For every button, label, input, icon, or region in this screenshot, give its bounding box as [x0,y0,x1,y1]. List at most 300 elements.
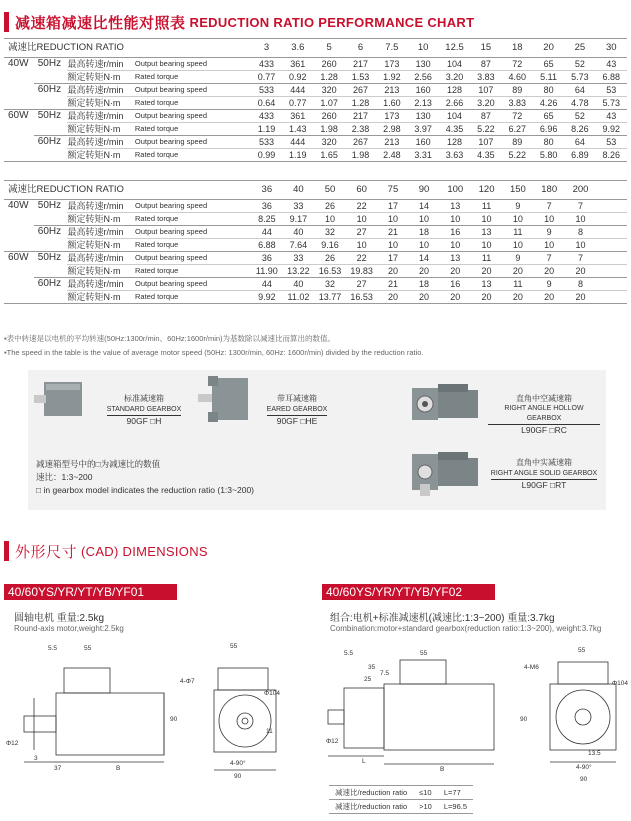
torque-value: 10 [565,213,596,226]
speed-value: 9 [534,278,565,291]
eared-gearbox-caption [256,394,338,426]
torque-value: 3.31 [408,149,439,162]
speed-value: 128 [439,84,470,97]
row-label-cn: 最高转速r/min [67,136,134,149]
row-label-cn: 最高转速r/min [67,226,135,239]
speed-value: 260 [313,58,344,71]
ratio-length: L=96.5 [438,800,473,814]
torque-value: 13.22 [283,265,315,278]
torque-value: 3.63 [439,149,470,162]
note-en: ▪The speed in the table is the value of average motor speed (50Hz: 1300r/min, 60Hz: 1600r/min) divided by the reduction ratio. [4,348,424,357]
row-label-cn: 最高转速r/min [67,278,135,291]
speed-value: 160 [408,136,439,149]
torque-value: 6.89 [564,149,595,162]
power-cell [4,71,34,84]
torque-value: 3.97 [408,123,439,136]
speed-value: 64 [564,84,595,97]
speed-value: 533 [251,84,282,97]
ratio-value: 40 [283,181,315,200]
dim-label: 3 [34,755,38,762]
frequency-cell [34,71,68,84]
dim-left-subtitle: Round-axis motor,weight:2.5kg [14,624,124,633]
speed-value: 27 [346,278,378,291]
torque-value: 5.22 [502,149,533,162]
row-label-en: Output bearing speed [135,252,251,265]
power-cell [4,226,34,239]
torque-value: 4.78 [564,97,595,110]
speed-value: 267 [345,84,376,97]
gearbox-code: L90GF □RT [521,480,567,490]
dim-label: 90 [580,776,588,783]
torque-value: 2.66 [439,97,470,110]
ratio-cond: ≤10 [413,786,438,800]
speed-value [596,200,627,213]
torque-value: 0.99 [251,149,282,162]
power-cell [4,291,34,304]
torque-row [4,149,627,162]
power-cell [4,213,34,226]
row-label-en: Output bearing speed [135,110,251,123]
torque-value: 1.98 [345,149,376,162]
speed-value: 44 [251,226,283,239]
torque-value: 20 [440,265,471,278]
model-tag-right: 40/60YS/YR/YT/YB/YF02 [322,584,495,600]
dim-label: 55 [578,647,586,654]
speed-value: 14 [409,252,440,265]
ratio-length-table [329,785,473,814]
dim-label: 37 [54,765,62,772]
torque-value: 9.16 [314,239,346,252]
row-label-cn: 最高转速r/min [67,252,135,265]
row-label-en: Rated torque [135,123,251,136]
speed-value: 27 [346,226,378,239]
ratio-value: 15 [470,39,501,58]
speed-value: 40 [283,278,315,291]
torque-value: 3.20 [439,71,470,84]
ratio-row [329,800,473,814]
speed-value: 72 [502,110,533,123]
speed-value: 89 [502,84,533,97]
speed-value: 533 [251,136,282,149]
torque-value: 5.11 [533,71,564,84]
speed-value: 22 [346,252,378,265]
right-angle-hollow-gearbox-caption [488,394,600,435]
speed-row [4,226,627,239]
speed-row [4,58,627,71]
torque-value: 4.35 [470,149,501,162]
torque-value: 5.73 [564,71,595,84]
frequency-cell [34,213,68,226]
power-cell [4,84,34,97]
speed-value: 217 [345,58,376,71]
gearbox-en: EARED GEARBOX [267,405,328,416]
ratio-cond: >10 [413,800,438,814]
ratio-value: 20 [533,39,564,58]
speed-value: 13 [440,252,471,265]
ratio-value: 180 [534,181,565,200]
torque-value: 20 [471,291,502,304]
torque-value: 20 [471,265,502,278]
dim-label: 90 [234,773,242,780]
torque-value: 10 [534,213,565,226]
speed-value: 320 [313,84,344,97]
torque-value: 1.28 [345,97,376,110]
speed-value: 14 [409,200,440,213]
speed-value: 26 [314,252,346,265]
speed-value: 130 [408,58,439,71]
row-label-cn: 最高转速r/min [67,110,134,123]
speed-value: 36 [251,252,283,265]
power-cell: 60W [8,252,29,264]
torque-value: 20 [502,265,533,278]
torque-value: 1.98 [313,123,344,136]
ratio-value: 5 [313,39,344,58]
power-cell [4,265,34,278]
power-cell [4,97,34,110]
dim-label: L [362,758,366,765]
torque-value: 20 [377,265,408,278]
torque-value: 9.17 [283,213,315,226]
frequency-cell [34,97,68,110]
torque-value: 10 [565,239,596,252]
torque-row [4,97,627,110]
speed-value: 128 [439,136,470,149]
dim-label: 13.5 [588,750,601,757]
ratio-label: 减速比/reduction ratio [329,800,413,814]
speed-value: 11 [471,200,502,213]
torque-row [4,239,627,252]
speed-value: 173 [376,110,407,123]
speed-value: 80 [533,84,564,97]
standard-gearbox-caption [98,394,190,426]
speed-row [4,200,627,213]
section-header-dimensions [4,540,208,562]
speed-value: 260 [313,110,344,123]
gearbox-code: 90GF □H [126,416,162,426]
torque-value: 10 [471,213,502,226]
speed-value: 104 [439,58,470,71]
torque-value: 10 [409,213,440,226]
torque-row [4,123,627,136]
speed-value: 8 [565,278,596,291]
speed-value: 9 [502,252,533,265]
dim-label: B [116,765,121,772]
torque-value: 3.20 [470,97,501,110]
frequency-cell: 50Hz [37,200,62,212]
torque-value: 0.77 [251,71,282,84]
speed-value: 80 [533,136,564,149]
speed-value: 9 [534,226,565,239]
speed-value [596,252,627,265]
row-label-cn: 最高转速r/min [67,58,134,71]
row-label-en: Output bearing speed [135,136,251,149]
torque-value: 10 [346,213,378,226]
torque-value: 10 [440,239,471,252]
speed-value: 17 [377,200,408,213]
speed-value: 32 [314,226,346,239]
model-tag-left: 40/60YS/YR/YT/YB/YF01 [4,584,177,600]
torque-value: 2.38 [345,123,376,136]
speed-value: 107 [470,84,501,97]
ratio-value: 90 [409,181,440,200]
torque-value: 7.64 [283,239,315,252]
torque-row [4,213,627,226]
dim-label: Φ12 [6,740,19,747]
dim-label: 5.5 [344,650,354,657]
row-label-cn: 额定转矩N·m [67,123,134,136]
speed-value: 18 [409,226,440,239]
speed-value: 130 [408,110,439,123]
speed-value: 9 [502,200,533,213]
torque-value: 16.53 [346,291,378,304]
speed-value [596,226,627,239]
dim-label: 4-90° [576,764,592,771]
ratio-value: 36 [251,181,283,200]
speed-value: 52 [564,110,595,123]
ratio-header-row [4,181,627,200]
row-label-en: Output bearing speed [135,278,251,291]
speed-value: 11 [502,278,533,291]
row-label-en: Output bearing speed [135,226,251,239]
speed-value: 21 [377,226,408,239]
speed-value: 52 [564,58,595,71]
row-label-en: Rated torque [135,71,251,84]
torque-value: 20 [377,291,408,304]
ratio-value: 18 [502,39,533,58]
row-label-cn: 最高转速r/min [67,84,134,97]
speed-value: 7 [565,200,596,213]
speed-value: 53 [596,84,627,97]
speed-value: 11 [471,252,502,265]
dim-label: Φ104 [612,680,629,687]
row-label-cn: 额定转矩N·m [67,213,135,226]
torque-value: 1.19 [282,149,313,162]
speed-value: 22 [346,200,378,213]
frequency-cell [34,239,68,252]
torque-value: 10 [534,239,565,252]
speed-value: 433 [251,110,282,123]
torque-value: 20 [409,291,440,304]
speed-value: 107 [470,136,501,149]
dim-label: 90 [520,716,528,723]
torque-value [596,239,627,252]
frequency-cell [34,291,68,304]
right-angle-solid-gearbox-caption [488,458,600,490]
dim-label: 4-M6 [524,664,539,671]
ratio-value: 60 [346,181,378,200]
speed-value: 13 [471,226,502,239]
speed-value: 43 [596,58,627,71]
dimensions-title-en: (CAD) DIMENSIONS [81,543,208,559]
torque-value: 20 [534,291,565,304]
power-cell [4,149,34,162]
speed-value: 361 [282,58,313,71]
gearbox-en: RIGHT ANGLE SOLID GEARBOX [491,469,597,480]
model-note-line: 减速箱型号中的□为减速比的数值 [36,459,161,469]
ratio-value [596,181,627,200]
row-label-en: Rated torque [135,213,251,226]
speed-value: 21 [377,278,408,291]
speed-value: 16 [440,226,471,239]
dim-right-subtitle: Combination:motor+standard gearbox(reduction ratio:1:3~200), weight:3.7kg [330,624,602,633]
dim-label: Φ104 [264,690,281,697]
torque-value: 6.27 [502,123,533,136]
row-label-cn: 额定转矩N·m [67,97,134,110]
power-cell [4,136,34,149]
dim-label: 55 [84,645,92,652]
gearbox-code: L90GF □RC [521,425,567,435]
frequency-cell: 60Hz [37,136,62,148]
ratio-value: 6 [345,39,376,58]
row-label-cn: 额定转矩N·m [67,291,135,304]
ratio-value: 120 [471,181,502,200]
torque-value: 0.92 [282,71,313,84]
speed-value: 213 [376,136,407,149]
row-label-en: Rated torque [135,149,251,162]
row-label-cn: 额定转矩N·m [67,265,135,278]
torque-row [4,71,627,84]
ratio-header-label: 减速比REDUCTION RATIO [4,39,251,58]
speed-value: 160 [408,84,439,97]
frequency-cell [34,265,68,278]
torque-value: 1.43 [282,123,313,136]
standard-gearbox-image [34,378,86,420]
torque-value: 20 [565,265,596,278]
right-angle-hollow-gearbox-image [408,374,480,430]
frequency-cell: 50Hz [37,252,62,264]
speed-value: 361 [282,110,313,123]
ratio-length: L=77 [438,786,473,800]
torque-value: 1.53 [345,71,376,84]
ratio-value: 100 [440,181,471,200]
torque-value: 8.26 [596,149,627,162]
ratio-value: 10 [408,39,439,58]
ratio-value: 50 [314,181,346,200]
speed-value: 87 [470,58,501,71]
speed-value: 7 [534,200,565,213]
model-note [36,458,254,497]
ratio-header-label: 减速比REDUCTION RATIO [4,181,251,200]
dim-label: 4-Φ7 [180,678,195,685]
torque-value: 10 [502,213,533,226]
ratio-value: 3.6 [282,39,313,58]
torque-value: 5.80 [533,149,564,162]
ratio-value: 25 [564,39,595,58]
torque-value: 2.48 [376,149,407,162]
speed-value: 72 [502,58,533,71]
dim-label: B [440,766,445,773]
torque-row [4,291,627,304]
header-accent-bar [4,12,9,32]
torque-value: 20 [565,291,596,304]
torque-value: 20 [409,265,440,278]
ratio-value: 75 [377,181,408,200]
ratio-value: 150 [502,181,533,200]
power-cell: 60W [8,110,29,122]
torque-value: 5.73 [596,97,627,110]
torque-value: 10 [409,239,440,252]
speed-value: 32 [314,278,346,291]
torque-value: 20 [502,291,533,304]
speed-row [4,252,627,265]
speed-row [4,84,627,97]
row-label-en: Rated torque [135,239,251,252]
ratio-value: 12.5 [439,39,470,58]
torque-value: 1.60 [376,97,407,110]
speed-value: 104 [439,110,470,123]
frequency-cell: 60Hz [37,278,62,290]
torque-value [596,265,627,278]
ratio-value: 30 [596,39,627,58]
speed-value: 267 [345,136,376,149]
torque-value: 10 [471,239,502,252]
torque-value: 6.96 [533,123,564,136]
ratio-value: 200 [565,181,596,200]
speed-value: 17 [377,252,408,265]
model-note-line: □ in gearbox model indicates the reduction ratio (1:3~200) [36,485,254,495]
torque-value: 20 [534,265,565,278]
torque-row [4,265,627,278]
torque-value: 8.26 [564,123,595,136]
torque-value: 1.07 [313,97,344,110]
torque-value: 2.13 [408,97,439,110]
speed-value: 33 [283,252,315,265]
dim-label: 55 [230,643,238,650]
ratio-header-row [4,39,627,58]
torque-value: 13.77 [314,291,346,304]
torque-value: 10 [346,239,378,252]
torque-value: 19.83 [346,265,378,278]
row-label-en: Output bearing speed [135,200,251,213]
torque-value: 10 [440,213,471,226]
gearbox-cn: 直角中实减速箱 [516,458,572,467]
dim-label: Φ12 [326,738,339,745]
speed-row [4,278,627,291]
speed-value: 36 [251,200,283,213]
speed-value: 444 [282,84,313,97]
dim-label: 35 [368,664,376,671]
torque-value: 3.83 [502,97,533,110]
torque-value [596,291,627,304]
dim-label: 4-90° [230,760,246,767]
torque-value: 10 [377,213,408,226]
torque-value: 16.53 [314,265,346,278]
row-label-en: Rated torque [135,265,251,278]
speed-value: 26 [314,200,346,213]
row-label-en: Output bearing speed [135,84,251,97]
torque-value: 4.26 [533,97,564,110]
performance-table-1 [4,38,627,162]
dim-label: 55 [420,650,428,657]
row-label-en: Rated torque [135,291,251,304]
speed-row [4,136,627,149]
torque-value: 10 [377,239,408,252]
power-cell: 40W [8,200,29,212]
torque-value: 3.83 [470,71,501,84]
speed-value: 13 [440,200,471,213]
row-label-cn: 额定转矩N·m [67,71,134,84]
torque-value: 9.92 [596,123,627,136]
speed-value: 40 [283,226,315,239]
torque-value: 1.19 [251,123,282,136]
torque-value: 9.92 [251,291,283,304]
speed-value: 217 [345,110,376,123]
gearbox-panel [28,370,606,510]
ratio-label: 减速比/reduction ratio [329,786,413,800]
speed-value: 18 [409,278,440,291]
frequency-cell [34,149,68,162]
row-label-cn: 额定转矩N·m [67,239,135,252]
